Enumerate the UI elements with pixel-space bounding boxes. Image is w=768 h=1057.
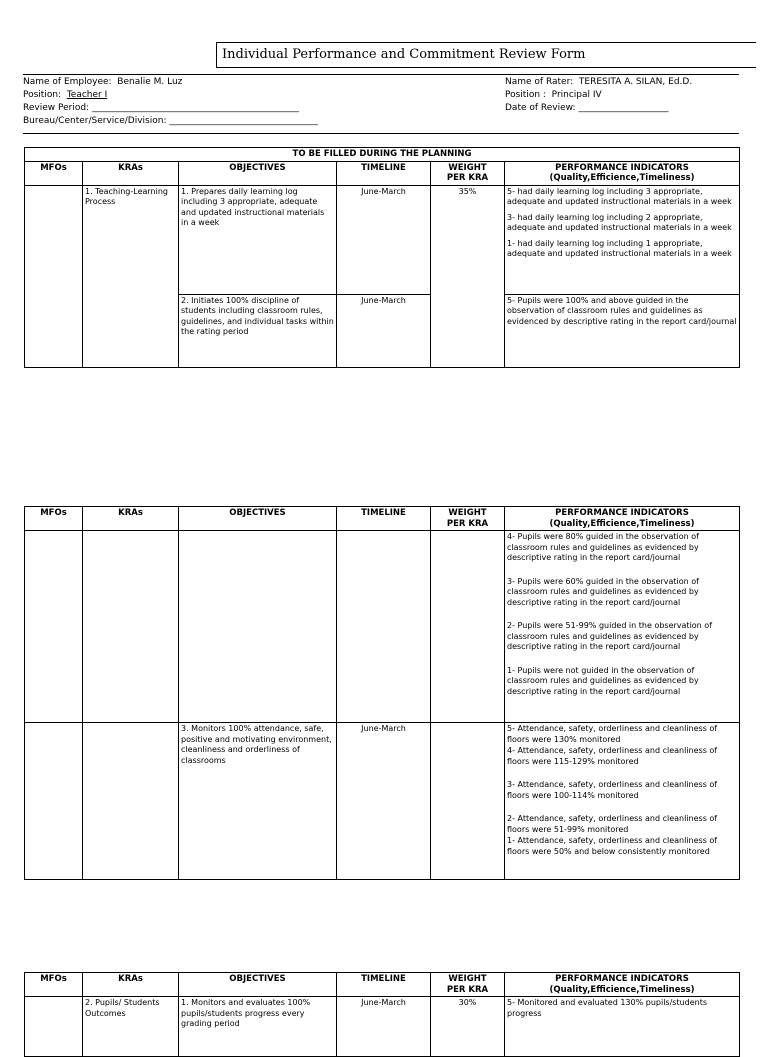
bureau-label: Bureau/Center/Service/Division:: [23, 116, 167, 126]
planning-table-1: [24, 147, 740, 368]
indicator-cell: [505, 185, 740, 294]
table-row: [25, 531, 740, 723]
mfos-header: MFOs: [25, 973, 83, 997]
indicator-item: 4- Attendance, safety, orderliness and cleanliness of floors were 115-129% monitored: [507, 746, 718, 766]
planning-banner-row: [25, 148, 740, 162]
indicator-item: 2- Attendance, safety, orderliness and cleanliness of floors were 51-99% monitored: [507, 814, 718, 834]
position-value: Teacher I: [66, 90, 108, 100]
indicator-item: 1- Attendance, safety, orderliness and cleanliness of floors were 50% and below consistently monitored: [507, 836, 718, 856]
mfo-cell: [25, 723, 83, 880]
weight-header: WEIGHT PER KRA: [431, 973, 505, 997]
rater-position-row: [505, 89, 602, 101]
mfo-cell: [25, 997, 83, 1057]
planning-table-2: [24, 506, 740, 880]
timeline-cell: June-March: [337, 723, 431, 880]
rater-row: [505, 76, 692, 88]
objectives-header: OBJECTIVES: [179, 973, 337, 997]
objective-cell: 3. Monitors 100% attendance, safe, positive and motivating environment, cleanliness and orderliness of classrooms: [179, 723, 337, 880]
performance-indicators-header: PERFORMANCE INDICATORS (Quality,Efficience,Timeliness): [505, 161, 740, 185]
timeline-header: TIMELINE: [337, 973, 431, 997]
objective-cell: [179, 531, 337, 723]
timeline-cell: [337, 531, 431, 723]
planning-banner: TO BE FILLED DURING THE PLANNING: [25, 148, 740, 162]
mfos-header: MFOs: [25, 161, 83, 185]
kras-header: KRAs: [83, 507, 179, 531]
kra-cell: 2. Pupils/ Students Outcomes: [83, 997, 179, 1057]
position-row: [23, 89, 107, 101]
table-row: [25, 723, 740, 880]
indicator-item: 2- Pupils were 51-99% guided in the observation of classroom rules and guidelines as evidenced by descriptive rating in the report card/journal: [507, 621, 713, 651]
weight-header: WEIGHT PER KRA: [431, 161, 505, 185]
form-title-box: [216, 42, 756, 68]
indicator-item: 3- had daily learning log including 2 appropriate, adequate and updated instructional materials in a week: [507, 212, 732, 232]
weight-cell: [431, 531, 505, 723]
rater-position-value: Principal IV: [551, 90, 602, 100]
column-header-row: [25, 161, 740, 185]
timeline-cell: June-March: [337, 294, 431, 367]
rater-name: TERESITA A. SILAN, Ed.D.: [578, 77, 693, 87]
date-label: Date of Review:: [505, 103, 576, 113]
objective-cell: 1. Prepares daily learning log including 3 appropriate, adequate and updated instructional materials in a week: [179, 185, 337, 294]
timeline-cell: June-March: [337, 185, 431, 294]
kra-cell: 1. Teaching-Learning Process: [83, 185, 179, 367]
indicator-item: 5- Monitored and evaluated 130% pupils/students progress: [507, 998, 708, 1018]
kras-header: KRAs: [83, 973, 179, 997]
position-label: Position:: [23, 90, 62, 100]
objective-cell: 2. Initiates 100% discipline of students including classroom rules, guidelines, and individual tasks within the rating period: [179, 294, 337, 367]
weight-cell: [431, 723, 505, 880]
mfo-cell: [25, 185, 83, 367]
timeline-header: TIMELINE: [337, 161, 431, 185]
indicator-item: 3- Attendance, safety, orderliness and cleanliness of floors were 100-114% monitored: [507, 780, 718, 800]
review-period-label: Review Period:: [23, 103, 90, 113]
objectives-header: OBJECTIVES: [179, 161, 337, 185]
review-period-row: [23, 102, 299, 114]
table-row: [25, 997, 740, 1057]
weight-header: WEIGHT PER KRA: [431, 507, 505, 531]
objective-cell: 1. Monitors and evaluates 100% pupils/students progress every grading period: [179, 997, 337, 1057]
indicator-item: 4- Pupils were 80% guided in the observation of classroom rules and guidelines as evidenced by descriptive rating in the report card/journal: [507, 532, 699, 562]
employee-label: Name of Employee:: [23, 77, 112, 87]
column-header-row: [25, 507, 740, 531]
indicator-cell: [505, 531, 740, 723]
planning-table-3: [24, 972, 740, 1057]
employee-info-block: [23, 74, 739, 134]
table-row: [25, 185, 740, 294]
weight-cell: 35%: [431, 185, 505, 367]
indicator-item: 1- Pupils were not guided in the observation of classroom rules and guidelines as evidenced by descriptive rating in the report card/journal: [507, 665, 699, 696]
rater-position-label: Position :: [505, 90, 546, 100]
indicator-cell: [505, 997, 740, 1057]
employee-row: [23, 76, 182, 88]
kra-cell: [83, 531, 179, 723]
performance-indicators-header: PERFORMANCE INDICATORS (Quality,Efficience,Timeliness): [505, 973, 740, 997]
date-row: [505, 102, 668, 114]
form-title: Individual Performance and Commitment Review Form: [222, 47, 586, 62]
indicator-item: 5- Attendance, safety, orderliness and cleanliness of floors were 130% monitored: [507, 724, 718, 744]
rater-label: Name of Rater:: [505, 77, 574, 87]
timeline-header: TIMELINE: [337, 507, 431, 531]
indicator-item: 5- Pupils were 100% and above guided in the observation of classroom rules and guidelines as evidenced by descriptive rating in the report card/journal: [507, 295, 737, 326]
indicator-item: 3- Pupils were 60% guided in the observation of classroom rules and guidelines as evidenced by descriptive rating in the report card/journal: [507, 576, 699, 607]
mfo-cell: [25, 531, 83, 723]
column-header-row: [25, 973, 740, 997]
timeline-cell: June-March: [337, 997, 431, 1057]
performance-indicators-header: PERFORMANCE INDICATORS (Quality,Efficience,Timeliness): [505, 507, 740, 531]
indicator-cell: [505, 723, 740, 880]
bureau-value: _________________________________: [169, 116, 318, 126]
kra-cell: [83, 723, 179, 880]
indicator-item: 1- had daily learning log including 1 appropriate, adequate and updated instructional materials in a week: [507, 238, 732, 258]
indicator-item: 5- had daily learning log including 3 appropriate, adequate and updated instructional materials in a week: [507, 186, 732, 206]
kras-header: KRAs: [83, 161, 179, 185]
review-period-value: ______________________________________________: [91, 103, 299, 113]
employee-name: Benalie M. Luz: [117, 77, 183, 87]
objectives-header: OBJECTIVES: [179, 507, 337, 531]
date-value: ____________________: [578, 103, 669, 113]
weight-cell: 30%: [431, 997, 505, 1057]
mfos-header: MFOs: [25, 507, 83, 531]
bureau-row: [23, 115, 318, 127]
indicator-cell: [505, 294, 740, 367]
